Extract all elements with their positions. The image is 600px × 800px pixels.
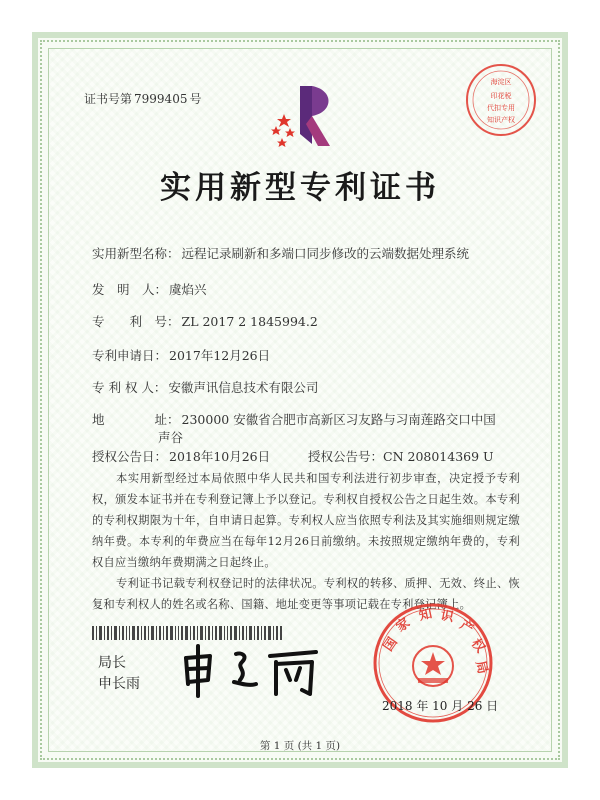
field-application-date — [92, 346, 270, 364]
field-address — [92, 410, 496, 428]
svg-text:知识产权: 知识产权 — [487, 116, 515, 124]
inventor-label: 发 明 人： — [92, 282, 168, 297]
field-patent-number — [92, 312, 318, 330]
grant-number-label: 授权公告号： — [308, 449, 384, 464]
field-grant-number — [308, 447, 494, 465]
application-date-value: 2017年12月26日 — [169, 348, 271, 363]
cert-number-suffix: 号 — [189, 92, 202, 106]
agent-stamp-icon — [462, 60, 540, 140]
cert-number-label: 证书号第 — [84, 92, 133, 106]
director-name: 申长雨 — [98, 676, 140, 692]
page-number: 第 1 页 (共 1 页) — [259, 740, 341, 752]
director-title: 局长 — [98, 655, 126, 671]
barcode-icon — [92, 626, 282, 640]
certificate-title: 实用新型专利证书 — [160, 170, 440, 206]
issue-date: 2018 年 10 月 26 日 — [382, 699, 499, 713]
patent-number-label: 专 利 号： — [92, 314, 180, 329]
svg-text:产: 产 — [456, 617, 476, 638]
field-utility-model-name — [92, 244, 469, 262]
address-value: 230000 安徽省合肥市高新区习友路与习南莲路交口中国 — [181, 412, 496, 427]
application-date-label: 专利申请日： — [92, 348, 168, 363]
grant-date-label: 授权公告日： — [92, 449, 168, 464]
inventor-value: 虞焰兴 — [169, 282, 207, 297]
svg-text:权: 权 — [467, 636, 488, 656]
grant-date-value: 2018年10月26日 — [169, 449, 271, 464]
certificate-number — [84, 90, 203, 107]
legal-paragraph-1: 本实用新型经过本局依照中华人民共和国专利法进行初步审查，决定授予专利权，颁发本证书并在专利登记簿上予以登记。专利权自授权公告之日起生效。本专利的专利权期限为十年，自申请日起算。专利权人应当依照专利法及其实施细则规定缴纳年费。本专利的年费应当在每年12月26日前缴纳。未按照规定缴纳年费的，专利权自应当缴纳年费期满之日起终止。 — [92, 472, 520, 569]
svg-text:局: 局 — [472, 659, 490, 676]
svg-text:代扣专用: 代扣专用 — [487, 104, 515, 112]
legal-paragraph-2: 专利证书记载专利权登记时的法律状况。专利权的转移、质押、无效、终止、恢复和专利权人的姓名或名称、国籍、地址变更等事项记载在专利登记簿上。 — [92, 577, 520, 611]
svg-text:国: 国 — [380, 635, 401, 655]
address-label: 地 址： — [92, 412, 180, 427]
svg-text:家: 家 — [393, 615, 413, 636]
svg-text:识: 识 — [439, 608, 455, 626]
patentee-value: 安徽声讯信息技术有限公司 — [168, 380, 319, 395]
name-value: 远程记录刷新和多端口同步修改的云端数据处理系统 — [181, 246, 470, 261]
field-inventor — [92, 280, 207, 298]
address-value-line-2: 声谷 — [158, 430, 184, 445]
cert-number-value: 7999405 — [134, 92, 188, 106]
signature-icon — [176, 640, 326, 700]
patentee-label: 专 利 权 人： — [92, 380, 167, 395]
svg-text:知: 知 — [417, 606, 434, 624]
field-patentee — [92, 378, 318, 396]
patent-number-value: ZL 2017 2 1845994.2 — [181, 314, 318, 329]
grant-number-value: CN 208014369 U — [383, 449, 494, 464]
field-grant-date — [92, 447, 270, 465]
name-label: 实用新型名称： — [92, 246, 180, 261]
svg-text:印花税: 印花税 — [490, 92, 512, 100]
cnipa-logo-icon — [270, 80, 340, 152]
svg-text:海淀区: 海淀区 — [490, 78, 512, 86]
